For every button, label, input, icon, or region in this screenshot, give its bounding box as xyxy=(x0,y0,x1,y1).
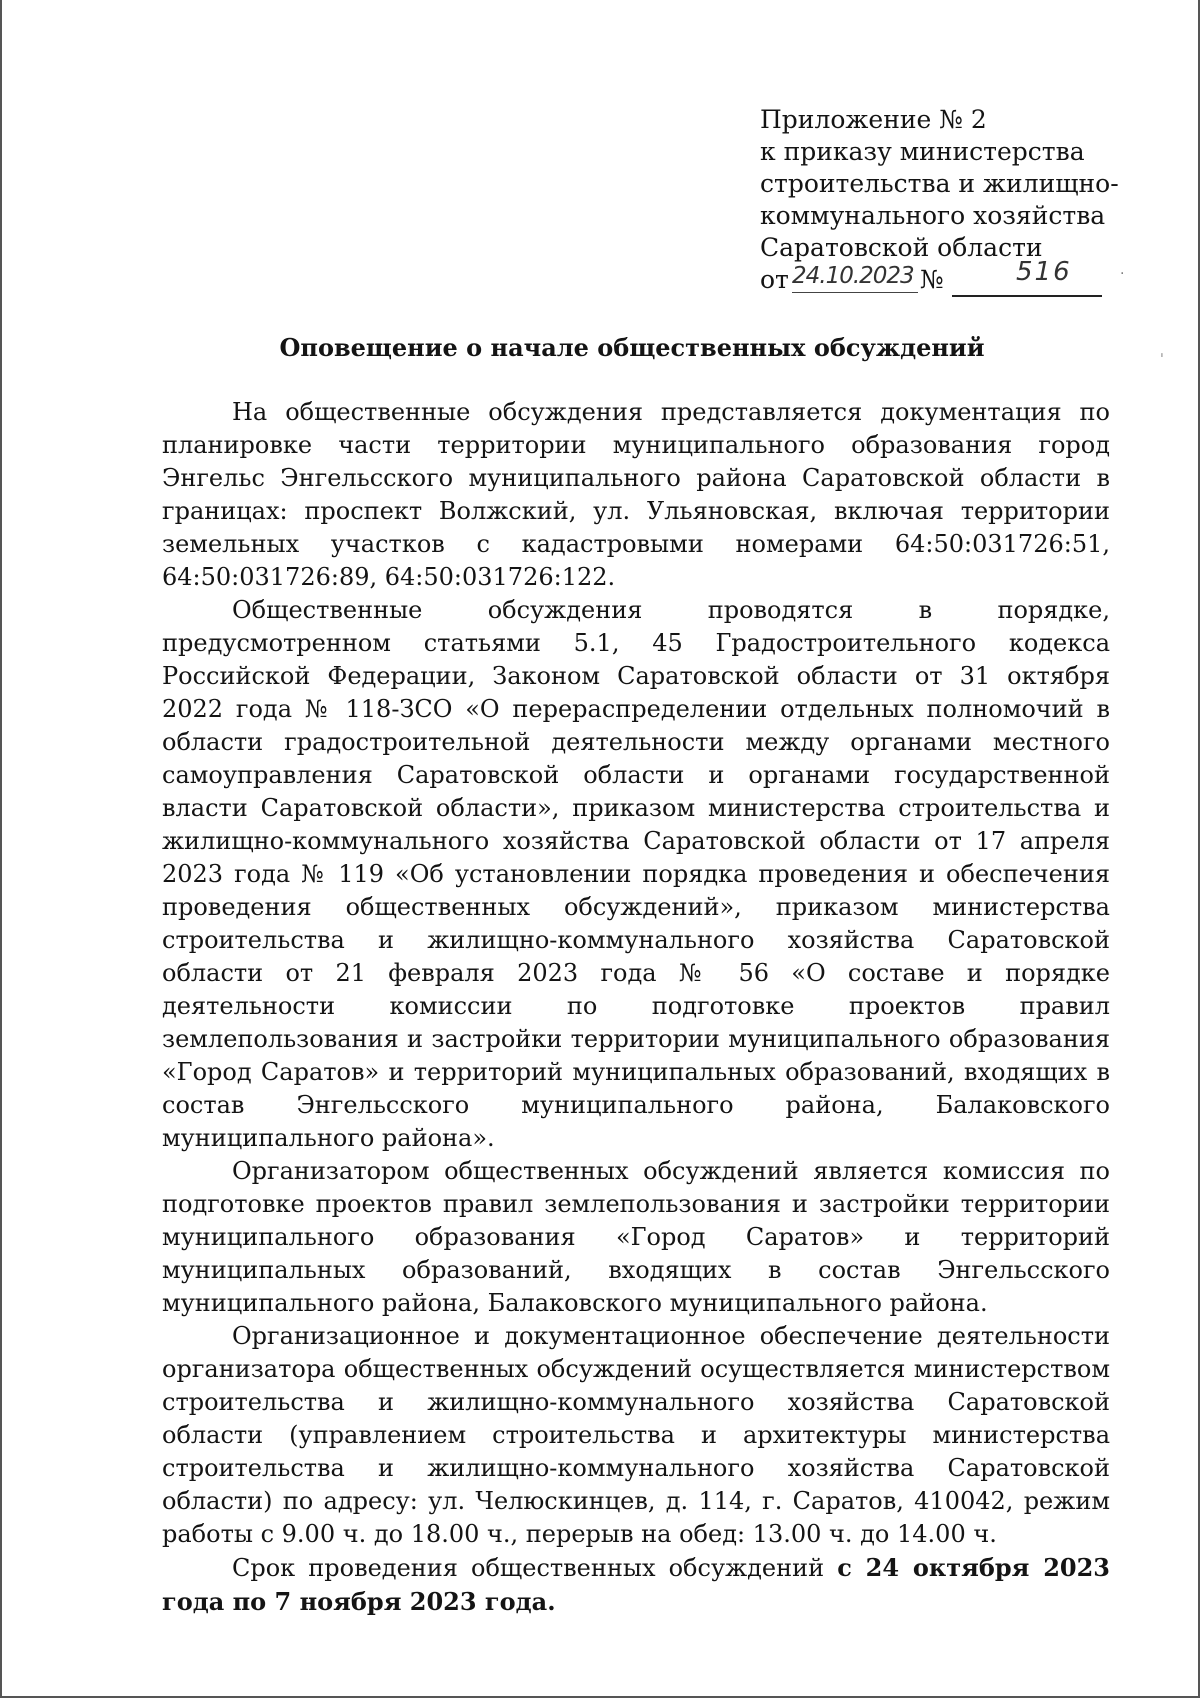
handwritten-number: 516 xyxy=(1016,257,1072,287)
scan-speck: ˈ xyxy=(1160,352,1164,368)
appendix-line-4: коммунального хозяйства xyxy=(760,201,1106,230)
date-prefix: от xyxy=(760,265,789,294)
date-underline xyxy=(792,292,918,293)
scan-speck-2: · xyxy=(1120,266,1125,282)
appendix-block xyxy=(760,104,1120,298)
order-date-number-row xyxy=(760,257,1120,298)
document-title: Оповещение о начале общественных обсуждений xyxy=(279,333,985,362)
paragraph-period xyxy=(162,1551,1110,1619)
appendix-line-5: Саратовской области xyxy=(760,233,1043,262)
number-underline xyxy=(952,295,1102,297)
number-prefix: № xyxy=(920,265,944,294)
paragraph-support: Организационное и документационное обеспечение деятельности организатора общественных обсуждений осуществляется министерством строительства и жилищно-коммунального хозяйства Саратовской области (управлением строительства и архитектуры министерства строительства и жилищно-коммунального хозяйства Саратовской области) по адресу: ул. Челюскинцев, д. 114, г. Саратов, 410042, режим работы с 9.00 ч. до 18.00 ч., перерыв на обед: 13.00 ч. до 14.00 ч. xyxy=(162,1322,1110,1548)
handwritten-date: 24.10.2023 xyxy=(792,263,914,289)
appendix-line-1: Приложение № 2 xyxy=(760,105,987,134)
appendix-line-3: строительства и жилищно- xyxy=(760,169,1119,198)
document-body xyxy=(162,396,1110,1619)
paragraph-organizer: Организатором общественных обсуждений является комиссия по подготовке проектов правил землепользования и застройки территории муниципального образования «Город Саратов» и территорий муниципальных образований, входящих в состав Энгельсского муниципального района, Балаковского муниципального района. xyxy=(162,1157,1110,1317)
paragraph-legal-basis: Общественные обсуждения проводятся в порядке, предусмотренном статьями 5.1, 45 Градостроительного кодекса Российской Федерации, Законом Саратовской области от 31 октября 2022 года № 118-ЗСО «О перераспределении отдельных полномочий в области градостроительной деятельности между органами местного самоуправления Саратовской области и органами государственной власти Саратовской области», приказом министерства строительства и жилищно-коммунального хозяйства Саратовской области от 17 апреля 2023 года № 119 «Об установлении порядка проведения и обеспечения проведения общественных обсуждений», приказом министерства строительства и жилищно-коммунального хозяйства Саратовской области от 21 февраля 2023 года № 56 «О составе и порядке деятельности комиссии по подготовке проектов правил землепользования и застройки территории муниципального образования «Город Саратов» и территорий муниципальных образований, входящих в состав Энгельсского муниципального района, Балаковского муниципального района». xyxy=(162,596,1110,1152)
paragraph-documentation: На общественные обсуждения представляется документация по планировке части территории муниципального образования город Энгельс Энгельсского муниципального района Саратовской области в границах: проспект Волжский, ул. Ульяновская, включая территории земельных участков с кадастровыми номерами 64:50:031726:51, 64:50:031726:89, 64:50:031726:122. xyxy=(162,398,1110,591)
period-dates: с 24 октября 2023 года по 7 ноября 2023 года. xyxy=(162,1553,1111,1616)
appendix-line-2: к приказу министерства xyxy=(760,137,1085,166)
period-text: Срок проведения общественных обсуждений xyxy=(232,1554,838,1582)
